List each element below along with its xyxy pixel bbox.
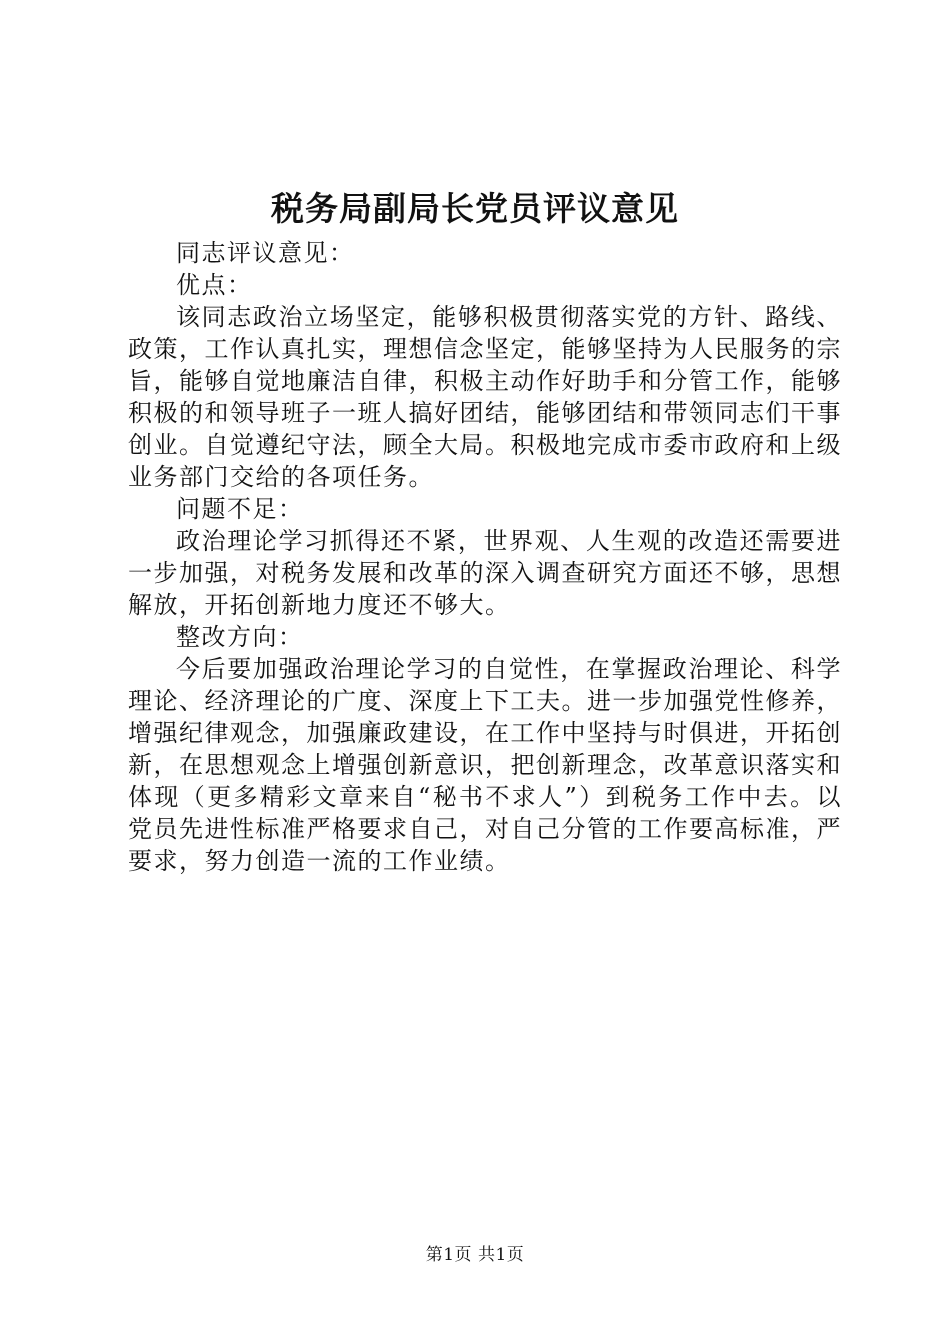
page-footer: 第1页 共1页 — [425, 1245, 525, 1265]
paragraph-strengths: 该同志政治立场坚定，能够积极贯彻落实党的方针、路线、政策，工作认真扎实，理想信念坚定，能够坚持为人民服务的宗旨，能够自觉地廉洁自律，积极主动作好助手和分管工作，能够积极的和领导班子一班人搞好团结，能够团结和带领同志们干事创业。自觉遵纪守法，顾全大局。积极地完成市委市政府和上级业务部门交给的各项任务。 — [128, 303, 842, 491]
paragraph-heading-problems: 问题不足： — [176, 495, 304, 523]
paragraph-problems: 政治理论学习抓得还不紧，世界观、人生观的改造还需要进一步加强，对税务发展和改革的深入调查研究方面还不够，思想解放，开拓创新地力度还不够大。 — [128, 527, 842, 619]
document-body — [128, 237, 842, 877]
document-title: 税务局副局长党员评议意见 — [271, 189, 679, 228]
paragraph-heading-strengths: 优点： — [176, 271, 253, 299]
paragraph-heading-rectification: 整改方向： — [176, 623, 304, 651]
paragraph-rectification: 今后要加强政治理论学习的自觉性，在掌握政治理论、科学理论、经济理论的广度、深度上下工夫。进一步加强党性修养，增强纪律观念，加强廉政建设，在工作中坚持与时俱进，开拓创新，在思想观念上增强创新意识，把创新理念，改革意识落实和体现（更多精彩文章来自“秘书不求人”）到税务工作中去。以党员先进性标准严格要求自己，对自己分管的工作要高标准，严要求，努力创造一流的工作业绩。 — [128, 655, 842, 875]
paragraph-heading-comment: 同志评议意见： — [176, 239, 355, 267]
